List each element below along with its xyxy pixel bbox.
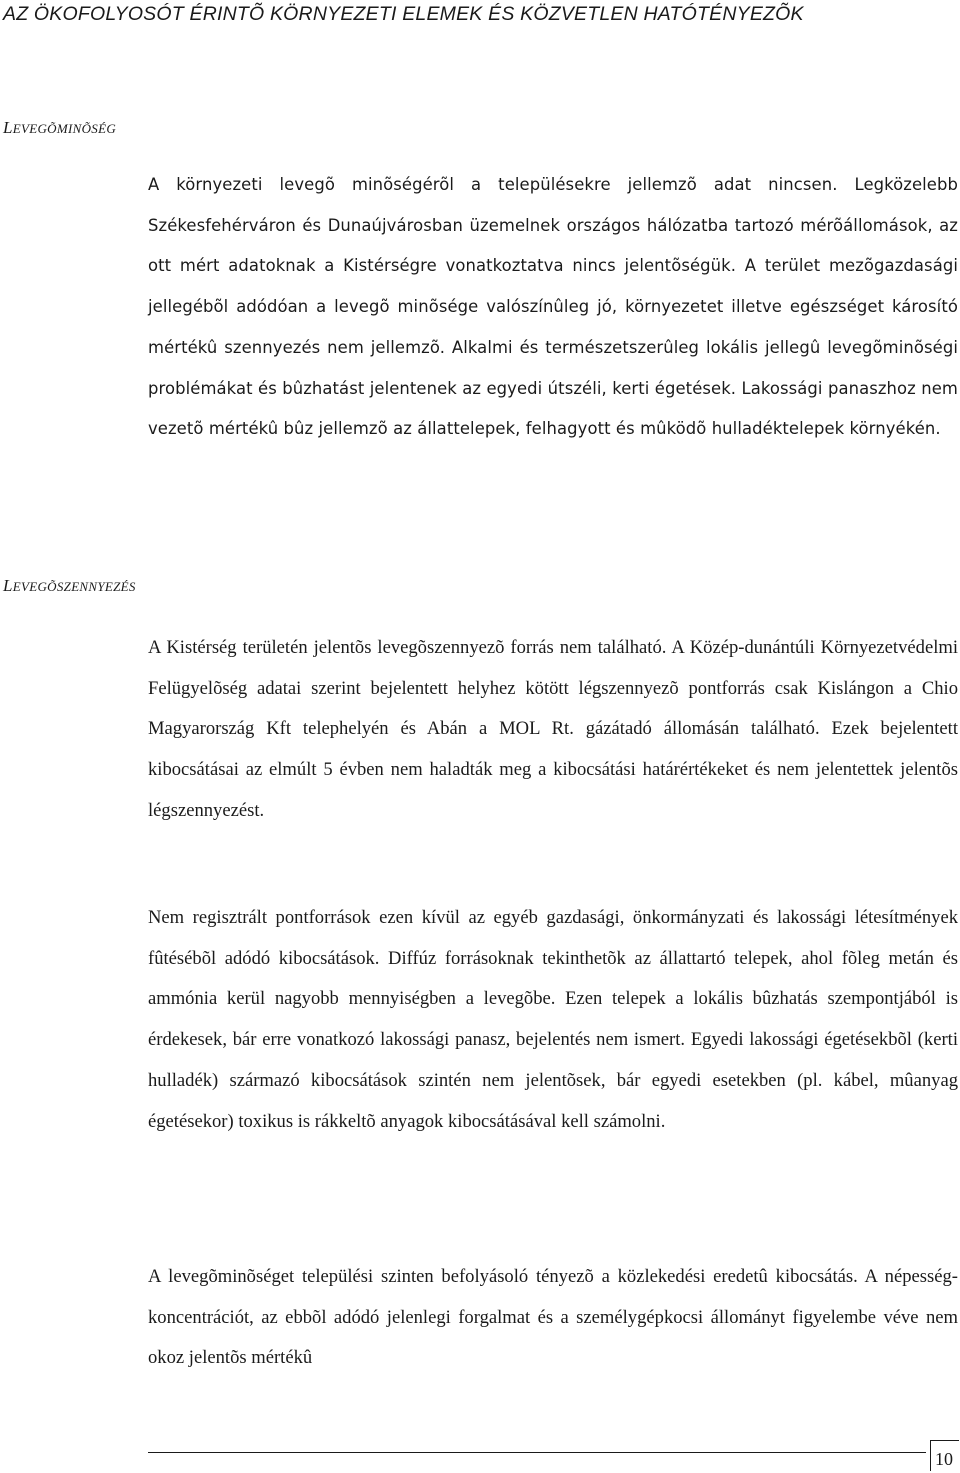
section-heading-initial: L bbox=[3, 576, 13, 595]
paragraph-point-sources: A Kistérség területén jelentõs levegõszennyezõ forrás nem található. A Közép-dunántúli Környezetvédelmi Felügyelõség adatai szerint bejelentett helyhez kötött légszennyezõ pontforrás csak Kislángon a Chio Magyarország Kft telephelyén és Abán a MOL Rt. gázátadó állomásán található. Ezek bejelentett kibocsátásai az elmúlt 5 évben nem haladták meg a kibocsátási határértékeket és nem jelentettek jelentõs légszennyezést. bbox=[148, 637, 958, 821]
section-heading-levegoszennyezes bbox=[3, 576, 136, 597]
section-heading-rest: EVEGÕMINÕSÉG bbox=[12, 121, 117, 136]
section-heading-initial: L bbox=[3, 118, 13, 137]
paragraph-traffic-emissions: A levegõminõséget települési szinten befolyásoló tényezõ a közlekedési eredetû kibocsátás. A népesség-koncentrációt, az ebbõl adódó jelenlegi forgalmat és a személygépkocsi állományt figyelembe véve nem okoz jelentõs mértékû bbox=[148, 1266, 958, 1369]
section-heading-rest: EVEGÕSZENNYEZÉS bbox=[12, 579, 136, 594]
section-heading-levegominoseg bbox=[3, 118, 116, 139]
footer-rule bbox=[148, 1452, 926, 1453]
page-number: 10 bbox=[935, 1449, 953, 1469]
page-title: AZ ÖKOFOLYOSÓT ÉRINTÕ KÖRNYEZETI ELEMEK ÉS KÖZVETLEN HATÓTÉNYEZÕK bbox=[3, 3, 804, 25]
paragraph-air-quality: A környezeti levegõ minõségérõl a településekre jellemzõ adat nincsen. Legközelebb Székesfehérváron és Dunaújvárosban üzemelnek országos hálózatba tartozó mérõállomások, az ott mért adatoknak a Kistérségre vonatkoztatva nincs jelentõségük. A terület mezõgazdasági jellegébõl adódóan a levegõ minõsége valószínûleg jó, környezetet illetve egészséget károsító mértékû szennyezés nem jellemzõ. Alkalmi és természetszerûleg lokális jellegû levegõminõségi problémákat és bûzhatást jelentenek az egyedi útszéli, kerti égetések. Lakossági panaszhoz nem vezetõ mértékû bûz jellemzõ az állattelepek, felhagyott és mûködõ hulladéktelepek környékén. bbox=[148, 175, 958, 439]
paragraph-diffuse-sources: Nem regisztrált pontforrások ezen kívül az egyéb gazdasági, önkormányzati és lakossági létesítmények fûtésébõl adódó kibocsátások. Diffúz forrásoknak tekinthetõk az állattartó telepek, ahol fõleg metán és ammónia kerül nagyobb mennyiségben a levegõbe. Ezen telepek a lokális bûzhatás szempontjából is érdekesek, bár erre vonatkozó lakossági panasz, bejelentés nem ismert. Egyedi lakossági égetésekbõl (kerti hulladék) származó kibocsátások szintén nem jelentõsek, bár egyedi esetekben (pl. kábel, mûanyag égetésekor) toxikus is rákkeltõ anyagok kibocsátásával kell számolni. bbox=[148, 907, 958, 1132]
